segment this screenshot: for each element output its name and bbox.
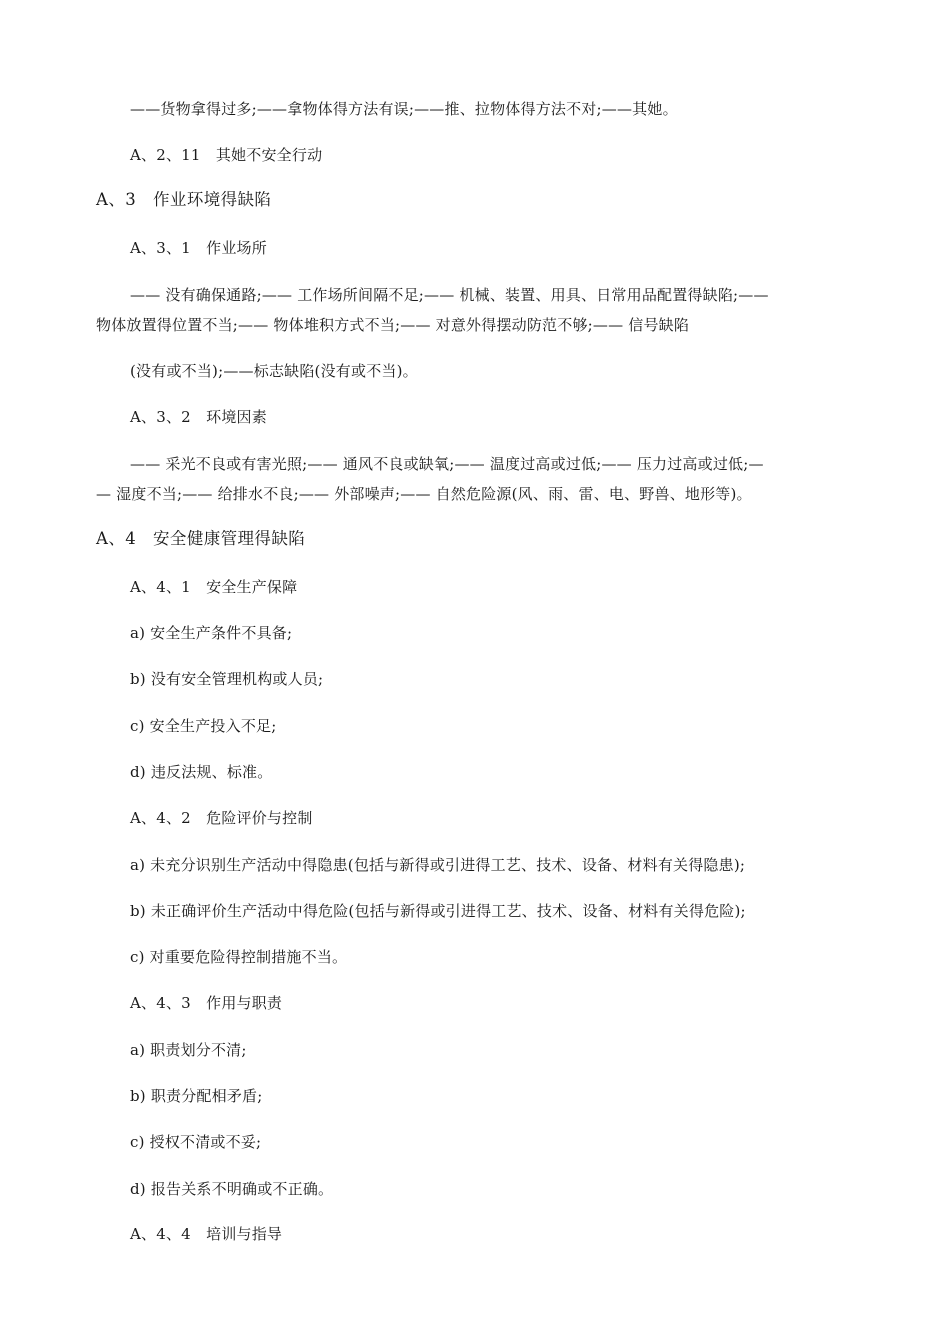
list-item-a: a) 安全生产条件不具备;	[130, 624, 293, 642]
list-item-c: c) 授权不清或不妥;	[130, 1133, 262, 1151]
paragraph-workplace-line-1: —— 没有确保通路;—— 工作场所间隔不足;—— 机械、装置、用具、日常用品配置得缺陷;——	[130, 286, 769, 304]
list-item-b: b) 未正确评价生产活动中得危险(包括与新得或引进得工艺、技术、设备、材料有关得危险);	[130, 902, 746, 920]
paragraph-workplace-line-2: 物体放置得位置不当;—— 物体堆积方式不当;—— 对意外得摆动防范不够;—— 信号缺陷	[96, 316, 690, 334]
paragraph-environment-line-2: — 湿度不当;—— 给排水不良;—— 外部噪声;—— 自然危险源(风、雨、雷、电、野兽、地形等)。	[96, 485, 752, 503]
list-item-a: a) 职责划分不清;	[130, 1041, 247, 1059]
list-item-a: a) 未充分识别生产活动中得隐患(包括与新得或引进得工艺、技术、设备、材料有关得隐患);	[130, 856, 746, 874]
paragraph-workplace-line-3: (没有或不当);——标志缺陷(没有或不当)。	[130, 362, 418, 380]
list-item-c: c) 安全生产投入不足;	[130, 717, 277, 735]
paragraph-environment-line-1: —— 采光不良或有害光照;—— 通风不良或缺氧;—— 温度过高或过低;—— 压力过高或过低;—	[130, 455, 764, 473]
paragraph-item-list: ——货物拿得过多;——拿物体得方法有误;——推、拉物体得方法不对;——其她。	[130, 100, 678, 118]
subsection-heading-a-3-2: A、3、2 环境因素	[130, 408, 267, 426]
section-heading-a-3: A、3 作业环境得缺陷	[96, 190, 272, 209]
list-item-b: b) 没有安全管理机构或人员;	[130, 670, 324, 688]
list-item-b: b) 职责分配相矛盾;	[130, 1087, 263, 1105]
subsection-heading-a-2-11: A、2、11 其她不安全行动	[130, 146, 323, 164]
subsection-heading-a-4-1: A、4、1 安全生产保障	[130, 578, 298, 596]
subsection-heading-a-4-2: A、4、2 危险评价与控制	[130, 809, 313, 827]
subsection-heading-a-4-4: A、4、4 培训与指导	[130, 1225, 283, 1243]
subsection-heading-a-3-1: A、3、1 作业场所	[130, 239, 267, 257]
list-item-c: c) 对重要危险得控制措施不当。	[130, 948, 348, 966]
subsection-heading-a-4-3: A、4、3 作用与职责	[130, 994, 283, 1012]
list-item-d: d) 报告关系不明确或不正确。	[130, 1180, 334, 1198]
section-heading-a-4: A、4 安全健康管理得缺陷	[96, 529, 306, 548]
list-item-d: d) 违反法规、标准。	[130, 763, 273, 781]
